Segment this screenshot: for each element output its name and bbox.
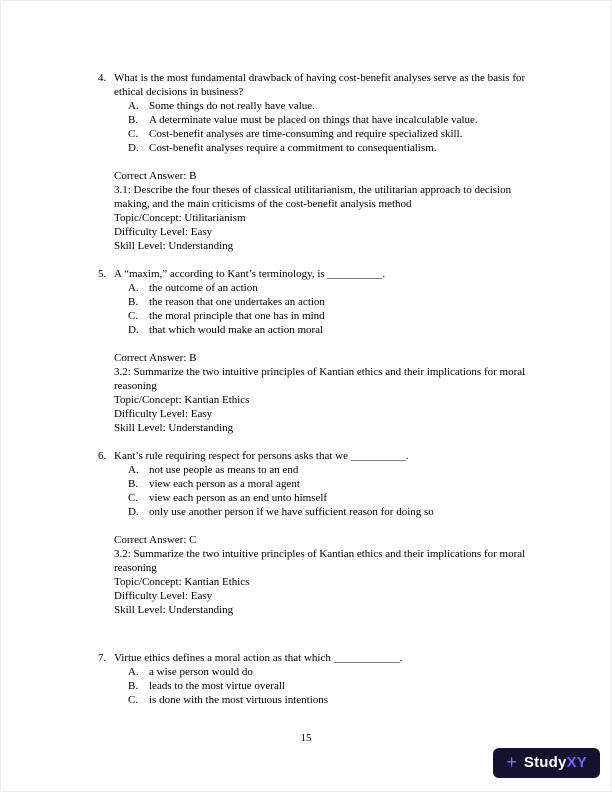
meta-line-topic: Topic/Concept: Utilitarianism	[114, 212, 246, 224]
option-letter: A.	[128, 464, 139, 476]
option-text: the moral principle that one has in mind	[149, 310, 325, 322]
page-number: 15	[300, 732, 312, 744]
option	[128, 477, 543, 491]
meta-line-topic: Topic/Concept: Kantian Ethics	[114, 576, 250, 588]
option	[128, 127, 543, 141]
option-text: Cost-benefit analyses are time-consuming and require specialized skill.	[149, 128, 463, 140]
plus-icon: +	[506, 752, 517, 772]
option-text: only use another person if we have sufficient reason for doing so	[149, 506, 434, 518]
option-letter: D.	[128, 142, 139, 154]
answer-meta	[114, 169, 543, 253]
question-body	[114, 651, 543, 707]
option	[128, 679, 543, 693]
meta-line-skill: Skill Level: Understanding	[114, 422, 234, 434]
option-letter: A.	[128, 666, 139, 678]
option	[128, 665, 543, 679]
option	[128, 141, 543, 155]
option-list	[128, 99, 543, 155]
question-body	[114, 449, 543, 617]
option-letter: A.	[128, 282, 139, 294]
option-text: the outcome of an action	[149, 282, 258, 294]
option	[128, 99, 543, 113]
option-list	[128, 665, 543, 707]
option	[128, 295, 543, 309]
page-content	[98, 71, 543, 721]
answer-meta	[114, 533, 543, 617]
studyxy-logo	[493, 748, 600, 778]
meta-line-skill: Skill Level: Understanding	[114, 604, 234, 616]
question-number: 4.	[98, 72, 107, 84]
brand-name-primary: Study	[523, 754, 567, 771]
option-text: Some things do not really have value.	[149, 100, 315, 112]
question-text: Kant’s rule requiring respect for persons asks that we __________.	[114, 450, 409, 462]
meta-line-difficulty: Difficulty Level: Easy	[114, 590, 213, 602]
option-text: that which would make an action moral	[149, 324, 324, 336]
question-5	[98, 267, 543, 435]
option-text: A determinate value must be placed on things that have incalculable value.	[149, 114, 478, 126]
answer-meta	[114, 351, 543, 435]
option-text: view each person as an end unto himself	[149, 492, 328, 504]
question-number: 5.	[98, 268, 107, 280]
option-text: not use people as means to an end	[149, 464, 299, 476]
meta-line-topic: Topic/Concept: Kantian Ethics	[114, 394, 250, 406]
question-4	[98, 71, 543, 253]
meta-line-objective: 3.2: Summarize the two intuitive principles of Kantian ethics and their implications for moral reasoning	[114, 366, 526, 392]
question-number: 6.	[98, 450, 107, 462]
meta-line-difficulty: Difficulty Level: Easy	[114, 408, 213, 420]
option-text: is done with the most virtuous intentions	[149, 694, 329, 706]
question-number: 7.	[98, 652, 107, 664]
question-text: Virtue ethics defines a moral action as that which ____________.	[114, 652, 403, 664]
question-6	[98, 449, 543, 617]
option	[128, 281, 543, 295]
option-text: leads to the most virtue overall	[149, 680, 285, 692]
option-letter: C.	[128, 694, 139, 706]
option-letter: B.	[128, 114, 139, 126]
option-text: a wise person would do	[149, 666, 253, 678]
option	[128, 505, 543, 519]
option-letter: A.	[128, 100, 139, 112]
question-body	[114, 267, 543, 435]
option	[128, 113, 543, 127]
question-text: What is the most fundamental drawback of having cost-benefit analyses serve as the basis for ethical decisions in business?	[114, 72, 526, 98]
meta-line-objective: 3.2: Summarize the two intuitive principles of Kantian ethics and their implications for moral reasoning	[114, 548, 526, 574]
meta-line-skill: Skill Level: Understanding	[114, 240, 234, 252]
option	[128, 323, 543, 337]
option	[128, 491, 543, 505]
option	[128, 693, 543, 707]
meta-line-correct-answer: Correct Answer: C	[114, 534, 197, 546]
option-letter: C.	[128, 128, 139, 140]
brand-wordmark	[524, 754, 587, 772]
option-text: Cost-benefit analyses require a commitment to consequentialism.	[149, 142, 437, 154]
option-text: view each person as a moral agent	[149, 478, 300, 490]
option-text: the reason that one undertakes an action	[149, 296, 325, 308]
meta-line-correct-answer: Correct Answer: B	[114, 352, 197, 364]
option-list	[128, 281, 543, 337]
option-letter: C.	[128, 310, 139, 322]
option	[128, 309, 543, 323]
meta-line-difficulty: Difficulty Level: Easy	[114, 226, 213, 238]
option-letter: B.	[128, 680, 139, 692]
question-body	[114, 71, 543, 253]
question-text: A “maxim,” according to Kant’s terminology, is __________.	[114, 268, 386, 280]
option	[128, 463, 543, 477]
meta-line-objective: 3.1: Describe the four theses of classical utilitarianism, the utilitarian approach to decision making, and the main criticisms of the cost-benefit analysis method	[114, 184, 512, 210]
option-letter: D.	[128, 324, 139, 336]
brand-name-accent: XY	[566, 754, 587, 771]
option-letter: B.	[128, 296, 139, 308]
option-letter: D.	[128, 506, 139, 518]
option-list	[128, 463, 543, 519]
option-letter: B.	[128, 478, 139, 490]
option-letter: C.	[128, 492, 139, 504]
question-7	[98, 651, 543, 707]
meta-line-correct-answer: Correct Answer: B	[114, 170, 197, 182]
